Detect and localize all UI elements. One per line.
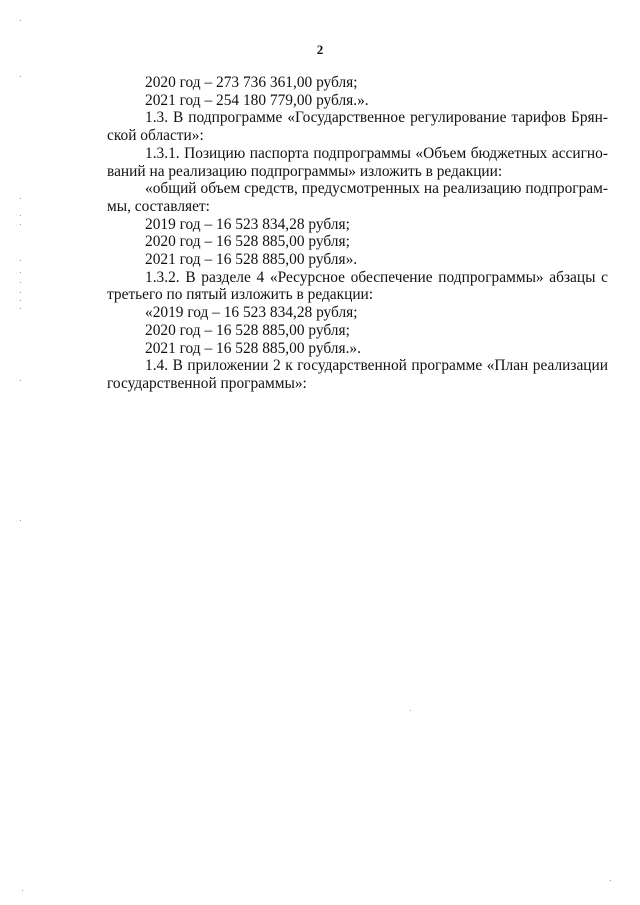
scan-speck xyxy=(20,292,21,293)
paragraph-1-4: 1.4. В приложении 2 к государственной программе «План реализации государственной программы»: xyxy=(107,357,608,392)
scan-speck xyxy=(610,880,611,881)
scan-speck xyxy=(20,20,21,21)
paragraph-1-3-2: 1.3.2. В разделе 4 «Ресурсное обеспечение подпрограммы» абзацы с третьего по пятый изложить в редакции: xyxy=(107,268,608,304)
scan-speck xyxy=(20,76,21,77)
amount-line-2021: 2021 год – 16 528 885,00 рубля.». xyxy=(145,339,361,357)
amount-line-2020: 2020 год – 273 736 361,00 рубля; xyxy=(145,74,358,91)
scan-speck xyxy=(20,215,21,216)
paragraph-1-3-1-text: 1.3.1. Позицию паспорта подпрограммы «Объем бюджетных ассигнований на реализацию подпрограммы» изложить в редакции: xyxy=(107,144,608,180)
scan-speck xyxy=(20,260,21,261)
scan-speck xyxy=(20,380,21,381)
scan-speck xyxy=(20,282,21,283)
scan-speck xyxy=(410,710,411,711)
scan-speck xyxy=(20,300,21,301)
scan-speck xyxy=(20,520,21,521)
quote-1-3-1 xyxy=(107,180,608,215)
page-number: 2 xyxy=(316,42,324,57)
amount-line-2019: 2019 год – 16 523 834,28 рубля; xyxy=(145,215,350,233)
scan-speck xyxy=(20,224,21,225)
amount-line-2020: 2020 год – 16 528 885,00 рубля; xyxy=(145,321,350,339)
paragraph-1-3-1 xyxy=(107,145,608,180)
scan-speck xyxy=(20,272,21,273)
scan-speck xyxy=(22,890,23,891)
paragraph-1-3-text: 1.3. В подпрограмме «Государственное регулирование тарифов Брянской области»: xyxy=(107,109,608,145)
scan-speck xyxy=(20,198,21,199)
document-body xyxy=(107,74,608,393)
amount-line-2020: 2020 год – 16 528 885,00 рубля; xyxy=(145,233,350,251)
scan-speck xyxy=(20,308,21,309)
amount-line-2019: «2019 год – 16 523 834,28 рубля; xyxy=(145,304,358,322)
amount-line-2021: 2021 год – 254 180 779,00 рубля.». xyxy=(145,91,369,109)
amount-line-2021: 2021 год – 16 528 885,00 рубля». xyxy=(145,251,358,269)
quote-1-3-1-text: «общий объем средств, предусмотренных на реализацию подпрограммы, составляет: xyxy=(107,180,608,215)
paragraph-1-3 xyxy=(107,109,608,144)
